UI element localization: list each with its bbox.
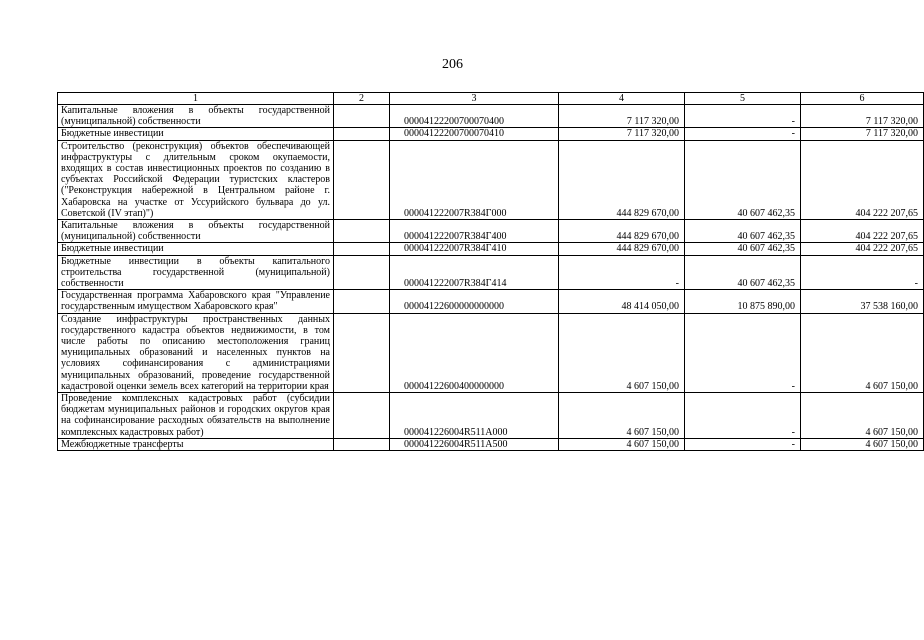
header-col-3: 3 <box>390 93 559 105</box>
row-value-5: - <box>685 105 801 128</box>
row-value-4: 4 607 150,00 <box>559 313 685 392</box>
row-value-6: - <box>801 255 924 290</box>
header-col-1: 1 <box>58 93 334 105</box>
row-value-5: - <box>685 393 801 439</box>
table-row <box>58 313 924 392</box>
table-row <box>58 255 924 290</box>
row-code: 000041222007R384Г410 <box>390 243 559 255</box>
page-number: 206 <box>442 57 463 72</box>
row-value-6: 404 222 207,65 <box>801 243 924 255</box>
row-col2 <box>334 438 390 450</box>
row-col2 <box>334 290 390 313</box>
row-name: Капитальные вложения в объекты государственной (муниципальной) собственности <box>58 105 334 128</box>
row-name: Капитальные вложения в объекты государственной (муниципальной) собственности <box>58 220 334 243</box>
table-row <box>58 438 924 450</box>
row-value-4: 48 414 050,00 <box>559 290 685 313</box>
row-col2 <box>334 105 390 128</box>
row-value-6: 4 607 150,00 <box>801 393 924 439</box>
row-col2 <box>334 255 390 290</box>
table-row <box>58 290 924 313</box>
row-name: Строительство (реконструкция) объектов обеспечивающей инфраструктуры с длительным сроком окупаемости, входящих в состав инвестиционных проектов по созданию в субъектах Российской Федерации туристских кластеров ("Реконструкция набережной в Центральном районе г. Хабаровска на участке от Уссурийского бульвара до ул. Советской (IV этап)") <box>58 140 334 219</box>
row-value-6: 404 222 207,65 <box>801 220 924 243</box>
row-value-6: 4 607 150,00 <box>801 313 924 392</box>
row-value-6: 7 117 320,00 <box>801 128 924 140</box>
row-value-5: - <box>685 313 801 392</box>
row-value-6: 7 117 320,00 <box>801 105 924 128</box>
table-row <box>58 105 924 128</box>
row-col2 <box>334 128 390 140</box>
row-col2 <box>334 140 390 219</box>
row-code: 000041226004R511А000 <box>390 393 559 439</box>
row-value-6: 404 222 207,65 <box>801 140 924 219</box>
table-header <box>58 93 924 105</box>
row-name: Межбюджетные трансферты <box>58 438 334 450</box>
table-row <box>58 140 924 219</box>
header-row <box>58 93 924 105</box>
row-name: Создание инфраструктуры пространственных данных государственного кадастра объектов недвижимости, в том числе работы по описанию местоположения границ муниципальных образований и населенных пунктов на условиях софинансирования с администрациями муниципальных образований, проведение государственной кадастровой оценки земель всех категорий на территории края <box>58 313 334 392</box>
row-value-4: 7 117 320,00 <box>559 105 685 128</box>
header-col-4: 4 <box>559 93 685 105</box>
row-value-4: 444 829 670,00 <box>559 140 685 219</box>
row-col2 <box>334 393 390 439</box>
row-col2 <box>334 220 390 243</box>
row-value-4: 4 607 150,00 <box>559 438 685 450</box>
row-value-5: - <box>685 128 801 140</box>
table-row <box>58 220 924 243</box>
header-col-6: 6 <box>801 93 924 105</box>
row-code: 000041226004R511А500 <box>390 438 559 450</box>
row-col2 <box>334 243 390 255</box>
row-value-6: 4 607 150,00 <box>801 438 924 450</box>
row-value-4: 444 829 670,00 <box>559 220 685 243</box>
row-name: Проведение комплексных кадастровых работ (субсидии бюджетам муниципальных районов и городских округов края на софинансирование расходных обязательств на выполнение комплексных кадастровых работ) <box>58 393 334 439</box>
header-col-2: 2 <box>334 93 390 105</box>
row-value-4: 7 117 320,00 <box>559 128 685 140</box>
header-col-5: 5 <box>685 93 801 105</box>
table-row <box>58 128 924 140</box>
row-value-6: 37 538 160,00 <box>801 290 924 313</box>
table-body <box>58 105 924 451</box>
row-code: 00004122600400000000 <box>390 313 559 392</box>
row-code: 000041222007R384Г400 <box>390 220 559 243</box>
row-value-5: 10 875 890,00 <box>685 290 801 313</box>
row-value-4: - <box>559 255 685 290</box>
row-name: Бюджетные инвестиции <box>58 128 334 140</box>
row-name: Бюджетные инвестиции <box>58 243 334 255</box>
row-code: 00004122200700070410 <box>390 128 559 140</box>
budget-table <box>57 92 924 451</box>
row-value-5: 40 607 462,35 <box>685 220 801 243</box>
row-value-5: 40 607 462,35 <box>685 255 801 290</box>
row-value-5: - <box>685 438 801 450</box>
table-row <box>58 393 924 439</box>
row-name: Государственная программа Хабаровского края "Управление государственным имуществом Хабаровского края" <box>58 290 334 313</box>
row-name: Бюджетные инвестиции в объекты капитального строительства государственной (муниципальной) собственности <box>58 255 334 290</box>
row-value-5: 40 607 462,35 <box>685 243 801 255</box>
row-value-4: 4 607 150,00 <box>559 393 685 439</box>
row-value-4: 444 829 670,00 <box>559 243 685 255</box>
row-code: 00004122200700070400 <box>390 105 559 128</box>
table-row <box>58 243 924 255</box>
row-col2 <box>334 313 390 392</box>
row-code: 000041222007R384Г414 <box>390 255 559 290</box>
row-code: 00004122600000000000 <box>390 290 559 313</box>
row-code: 000041222007R384Г000 <box>390 140 559 219</box>
row-value-5: 40 607 462,35 <box>685 140 801 219</box>
